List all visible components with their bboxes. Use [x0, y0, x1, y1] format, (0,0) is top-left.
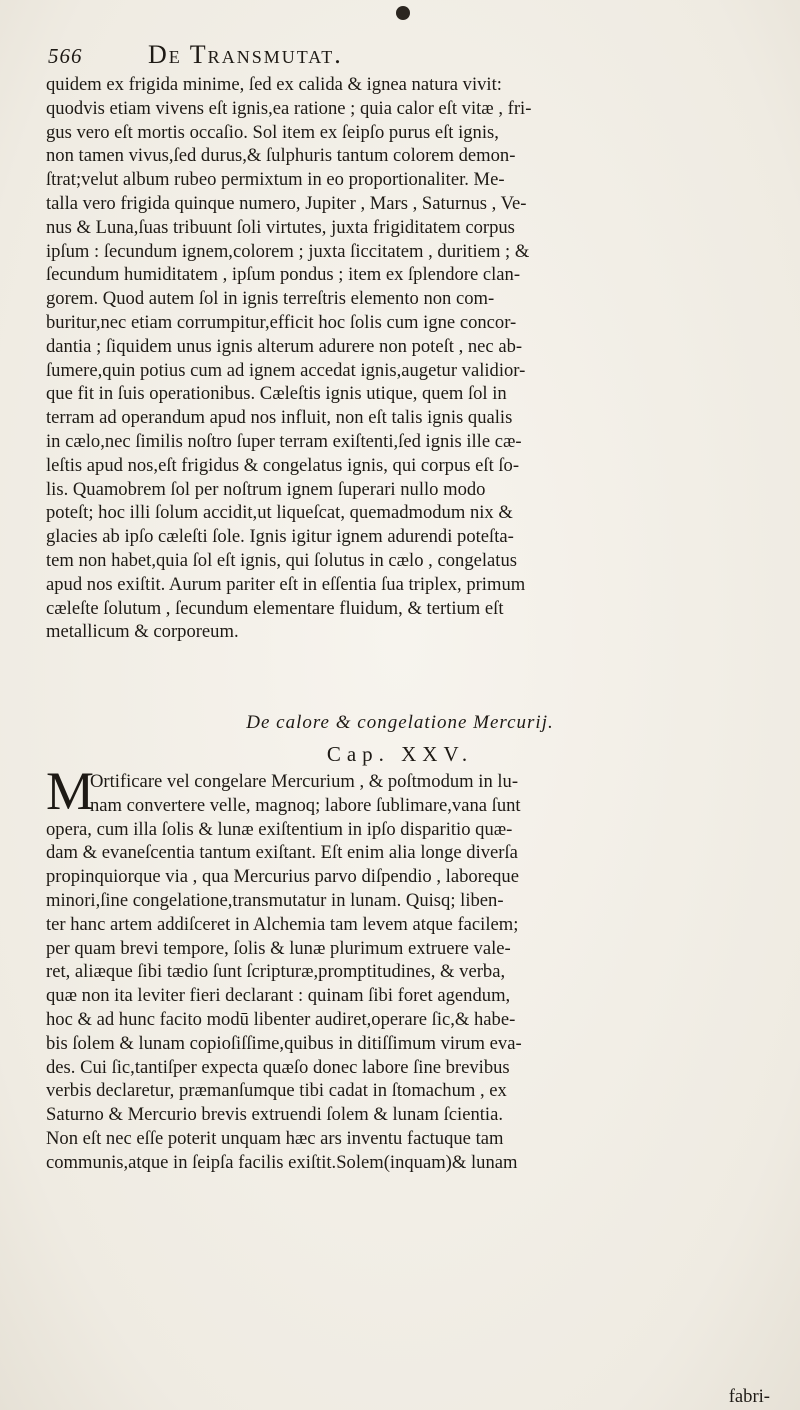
text-line: nam convertere velle, magnoq; labore ſublimare,vana ſunt [90, 794, 521, 816]
text-line: ſtrat;velut album rubeo permixtum in eo proportionaliter. Me- [46, 169, 505, 191]
text-line: hoc & ad hunc facito modū libenter audiret,operare ſic,& habe- [46, 1008, 516, 1030]
text-line: non tamen vivus,ſed durus,& ſulphuris tantum colorem demon- [46, 145, 516, 167]
catchword: fabri- [728, 1386, 770, 1407]
text-line: poteſt; hoc illi ſolum accidit,ut liqueſcat, quemadmodum nix & [46, 502, 513, 524]
text-line: opera, cum illa ſolis & lunæ exiſtentium in ipſo disparitio quæ- [46, 818, 513, 840]
text-line: terram ad operandum apud nos influit, non eſt talis ignis qualis [46, 407, 513, 429]
text-line: gorem. Quod autem ſol in ignis terreſtris elemento non com- [46, 288, 495, 310]
text-line: leſtis apud nos,eſt frigidus & congelatus ignis, qui corpus eſt ſo- [46, 454, 520, 476]
text-line: bis ſolem & lunam copioſiſſime,quibus in ditiſſimum virum eva- [46, 1032, 522, 1054]
text-line: dantia ; ſiquidem unus ignis alterum adurere non poteſt , nec ab- [46, 335, 523, 357]
text-line: Saturno & Mercurio brevis extruendi ſolem & lunam ſcientia. [46, 1104, 503, 1126]
text-line: glacies ab ipſo cæleſti ſole. Ignis igitur ignem adurendi poteſta- [46, 526, 514, 548]
text-line: Non eſt nec eſſe poterit unquam hæc ars inventu factuque tam [46, 1127, 504, 1149]
text-line: quæ non ita leviter fieri declarant : quinam ſibi foret agendum, [46, 985, 511, 1007]
text-line: ſecundum humiditatem , ipſum pondus ; item ex ſplendore clan- [46, 264, 521, 286]
text-line: per quam brevi tempore, ſolis & lunæ plurimum extruere vale- [46, 937, 511, 959]
drop-cap: M [46, 761, 95, 821]
page-number: 566 [48, 44, 83, 68]
text-line: in cælo,nec ſimilis noſtro ſuper terram exiſtenti,ſed ignis ille cæ- [46, 430, 522, 452]
text-line: talla vero frigida quinque numero, Jupiter , Mars , Saturnus , Ve- [46, 192, 527, 214]
text-line: buritur,nec etiam corrumpitur,efficit hoc ſolis cum igne concor- [46, 311, 517, 333]
text-line: que fit in ſuis operationibus. Cæleſtis ignis utique, quem ſol in [46, 383, 507, 405]
text-line: metallicum & corporeum. [46, 621, 239, 643]
text-line: apud nos exiſtit. Aurum pariter eſt in eſſentia ſua triplex, primum [46, 573, 526, 595]
text-line: tem non habet,quia ſol eſt ignis, qui ſolutus in cælo , congelatus [46, 549, 517, 571]
page-header [48, 40, 768, 74]
text-line: communis,atque in ſeipſa facilis exiſtit.Solem(inquam)& lunam [46, 1151, 518, 1173]
section-title: De calore & congelatione Mercurij. [246, 712, 554, 733]
paragraph-1 [46, 73, 770, 644]
text-line: quodvis etiam vivens eſt ignis,ea ratione ; quia calor eſt vitæ , fri- [46, 97, 532, 119]
text-line: quidem ex frigida minime, ſed ex calida & ignea natura vivit: [46, 74, 502, 95]
text-line: nus & Luna,ſuas tribuunt ſoli virtutes, juxta frigiditatem corpus [46, 216, 515, 238]
text-line: dam & evaneſcentia tantum exiſtant. Eſt enim alia longe diverſa [46, 842, 518, 864]
text-line: Ortificare vel congelare Mercurium , & poſtmodum in lu- [90, 771, 519, 792]
text-line: gus vero eſt mortis occaſio. Sol item ex ſeipſo purus eſt ignis, [46, 121, 499, 143]
text-line: verbis declaretur, præmanſumque tibi cadat in ſtomachum , ex [46, 1080, 507, 1102]
text-line: lis. Quamobrem ſol per noſtrum ignem ſuperari nullo modo [46, 478, 486, 500]
text-line: minori,ſine congelatione,transmutatur in lunam. Quisq; liben- [46, 889, 504, 911]
running-head: De Transmutat. [148, 40, 343, 69]
text-line: ter hanc artem addiſceret in Alchemia tam levem atque facilem; [46, 913, 519, 935]
ink-blot-ornament [396, 6, 410, 20]
text-line: ipſum : ſecundum ignem,colorem ; juxta ſiccitatem , duritiem ; & [46, 240, 530, 262]
text-line: ret, aliæque ſibi tædio ſunt ſcripturæ,promptitudines, & verba, [46, 961, 506, 983]
chapter-heading: Cap. XXV. [326, 742, 474, 766]
text-line: ſumere,quin potius cum ad ignem accedat ignis,augetur validior- [46, 359, 526, 381]
text-line: cæleſte ſolutum , ſecundum elementare fluidum, & tertium eſt [46, 597, 504, 619]
text-line: des. Cui ſic,tantiſper expecta quæſo donec labore ſine brevibus [46, 1056, 510, 1078]
text-line: propinquiorque via , qua Mercurius parvo diſpendio , laboreque [46, 866, 519, 888]
paragraph-2 [46, 770, 770, 1175]
